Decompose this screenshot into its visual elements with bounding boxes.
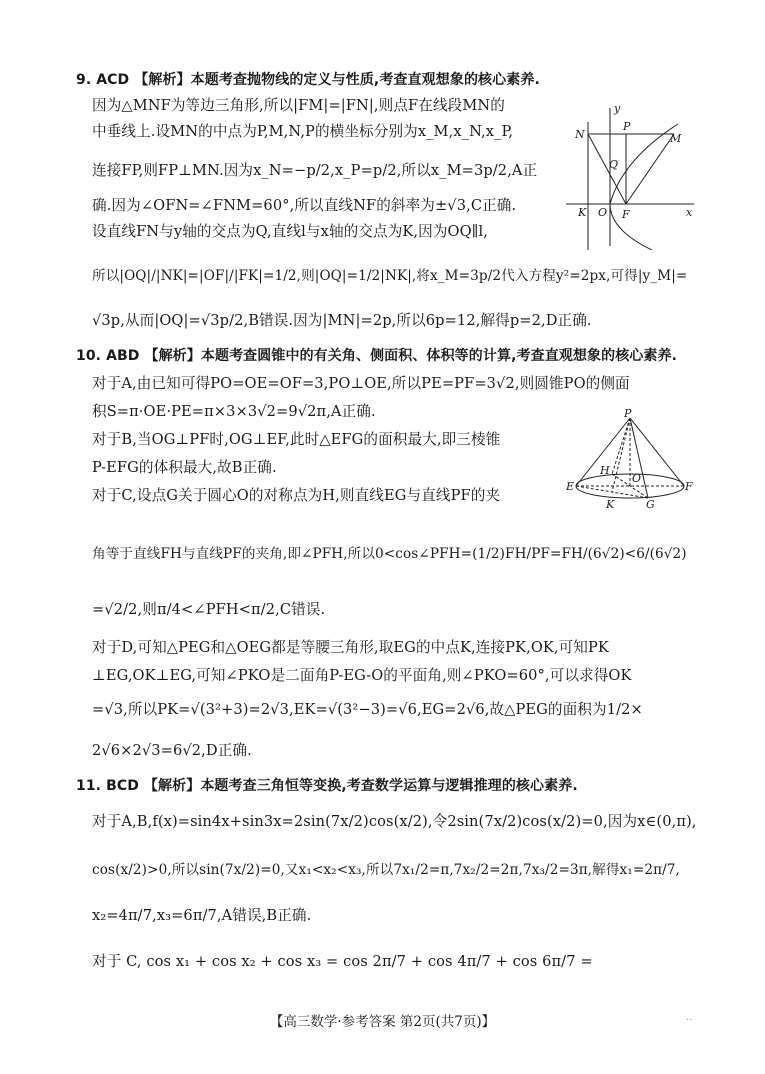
cone-label-p: P — [624, 408, 632, 420]
page-footer: 【高三数学·参考答案 第2页(共7页)】 — [269, 1014, 496, 1030]
solution-line: 对于C,设点G关于圆心O的对称点为H,则直线EG与直线PF的夹 — [92, 487, 501, 504]
solution-line: 角等于直线FH与直线PF的夹角,即∠PFH,所以0<cos∠PFH=(1/2)FH/PF=FH/(6√2)<6/(6√2) — [92, 546, 687, 562]
solution-line: 积S=π·OE·PE=π×3×3√2=9√2π,A正确. — [92, 403, 376, 420]
cone-label-h: H — [600, 464, 610, 477]
segment-nf — [588, 134, 626, 204]
label-y: y — [614, 102, 621, 115]
edge-ph — [612, 418, 630, 474]
cone-label-o: O — [632, 472, 642, 485]
solution-line: 所以|OQ|/|NK|=|OF|/|FK|=1/2,则|OQ|=1/2|NK|,将x_M=3p/2代入方程y²=2px,可得|y_M|= — [92, 268, 688, 284]
parabola-figure — [566, 100, 700, 250]
solution-heading: 11. BCD 【解析】本题考查三角恒等变换,考查数学运算与逻辑推理的核心素养. — [76, 778, 578, 794]
solution-line: =√2/2,则π/4<∠PFH<π/2,C错误. — [92, 601, 326, 618]
label-n: N — [575, 128, 585, 141]
label-x: x — [686, 206, 693, 219]
label-p: P — [623, 120, 631, 133]
solution-line: 2√6×2√3=6√2,D正确. — [92, 742, 252, 759]
label-f: F — [622, 208, 630, 221]
solution-line: 对于D,可知△PEG和△OEG都是等腰三角形,取EG的中点K,连接PK,OK,可知PK — [92, 639, 609, 656]
label-o: O — [598, 206, 608, 219]
solution-heading: 9. ACD 【解析】本题考查抛物线的定义与性质,考查直观想象的核心素养. — [76, 72, 540, 88]
solution-line: ⊥EG,OK⊥EG,可知∠PKO是二面角P-EG-O的平面角,则∠PKO=60°,可以求得OK — [92, 667, 632, 684]
cone-label-k: K — [606, 498, 615, 511]
solution-line: 中垂线上.设MN的中点为P,M,N,P的横坐标分别为x_M,x_N,x_P, — [92, 123, 514, 140]
solution-line: 对于A,由已知可得PO=OE=OF=3,PO⊥OE,所以PE=PF=3√2,则圆锥PO的侧面 — [92, 375, 630, 392]
solution-line: x₂=4π/7,x₃=6π/7,A错误,B正确. — [92, 907, 312, 924]
solution-line: 对于A,B,f(x)=sin4x+sin3x=2sin(7x/2)cos(x/2),令2sin(7x/2)cos(x/2)=0,因为x∈(0,π), — [92, 813, 697, 830]
solution-line: =√3,所以PK=√(3²+3)=2√3,EK=√(3²−3)=√6,EG=2√6,故△PEG的面积为1/2× — [92, 701, 643, 718]
solution-line: P-EFG的体积最大,故B正确. — [92, 459, 277, 476]
cone-figure — [566, 408, 694, 512]
page-dots: .. — [686, 1012, 693, 1023]
solution-line: 对于 C, cos x₁ + cos x₂ + cos x₃ = cos 2π/7 + cos 4π/7 + cos 6π/7 = — [92, 953, 593, 970]
cone-label-e: E — [566, 480, 575, 493]
solution-heading: 10. ABD 【解析】本题考查圆锥中的有关角、侧面积、体积等的计算,考查直观想象的核心素养. — [76, 348, 678, 364]
solution-line: 对于B,当OG⊥PF时,OG⊥EF,此时△EFG的面积最大,即三棱锥 — [92, 431, 501, 448]
label-m: M — [670, 132, 682, 145]
cone-label-f: F — [685, 480, 693, 493]
solution-line: 设直线FN与y轴的交点为Q,直线l与x轴的交点为K,因为OQ∥l, — [92, 223, 489, 240]
cone-label-g: G — [646, 498, 655, 511]
label-k: K — [578, 206, 587, 219]
solution-line: √3p,从而|OQ|=√3p/2,B错误.因为|MN|=2p,所以6p=12,解得p=2,D正确. — [92, 312, 592, 329]
solution-line: cos(x/2)>0,所以sin(7x/2)=0,又x₁<x₂<x₃,所以7x₁/2=π,7x₂/2=2π,7x₃/2=3π,解得x₁=2π/7, — [92, 862, 680, 878]
solution-line: 确.因为∠OFN=∠FNM=60°,所以直线NF的斜率为±√3,C正确. — [92, 197, 517, 214]
solution-line: 因为△MNF为等边三角形,所以|FM|=|FN|,则点F在线段MN的 — [92, 97, 505, 114]
label-q: Q — [609, 158, 619, 171]
segment-eg — [576, 486, 648, 498]
solution-line: 连接FP,则FP⊥MN.因为x_N=−p/2,x_P=p/2,所以x_M=3p/2,A正 — [92, 162, 538, 179]
